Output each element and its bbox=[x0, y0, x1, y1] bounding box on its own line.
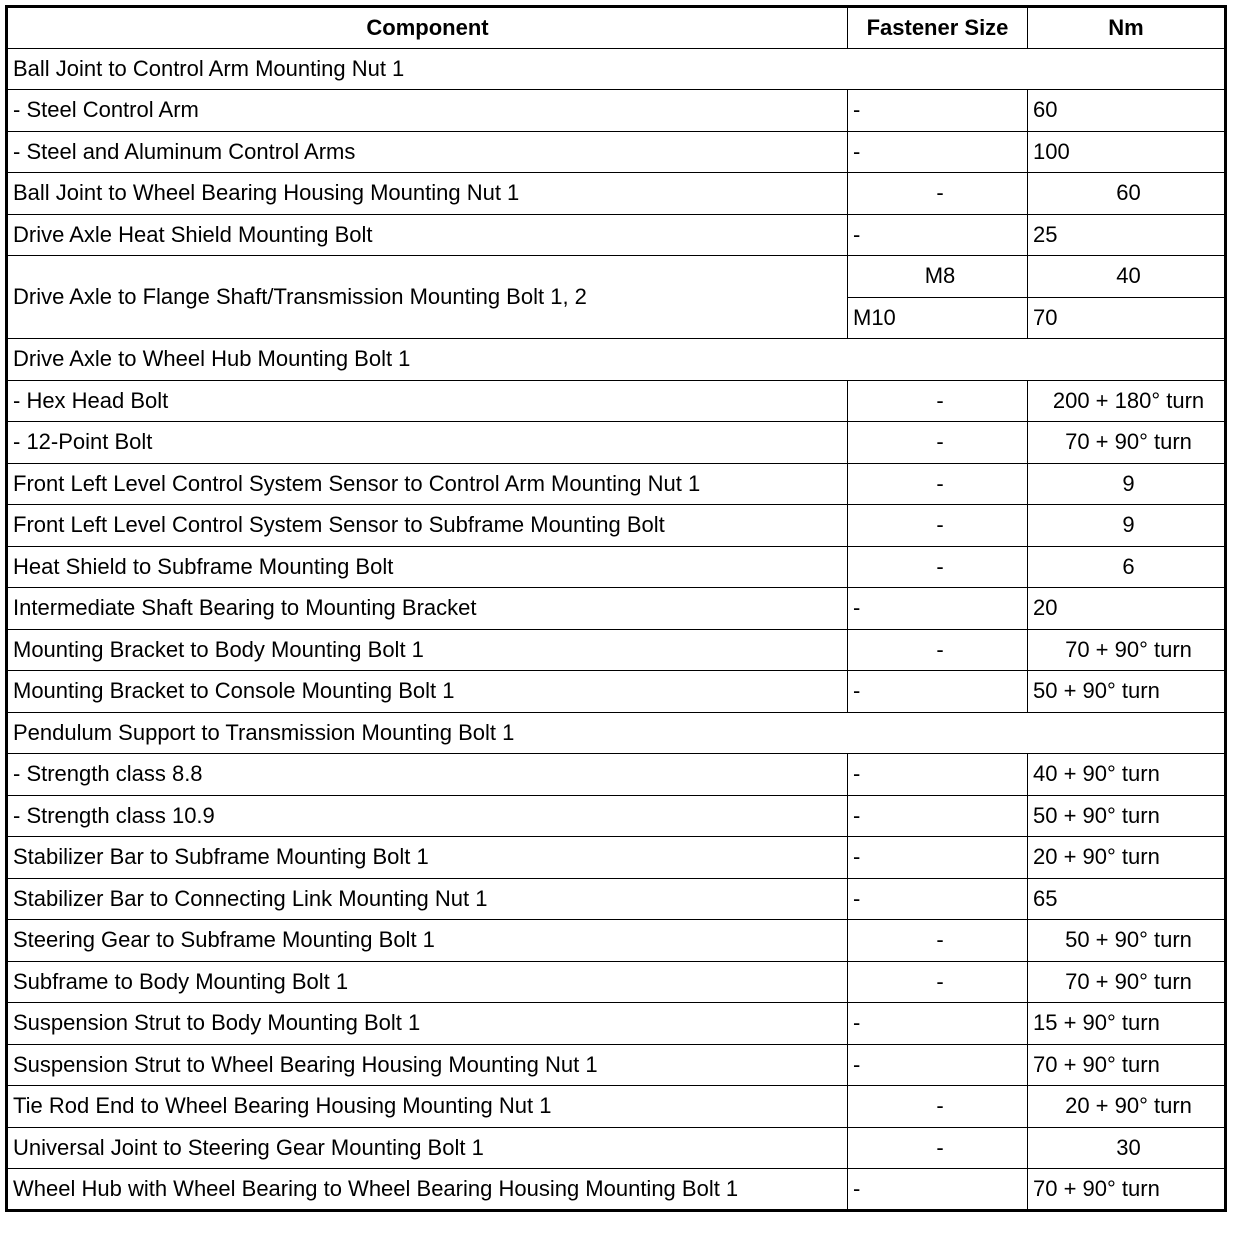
table-row bbox=[7, 214, 1226, 256]
group-label: Ball Joint to Control Arm Mounting Nut 1 bbox=[7, 48, 1226, 90]
fastener-size-cell: - bbox=[848, 878, 1028, 920]
fastener-size-cell: - bbox=[848, 505, 1028, 547]
table-row bbox=[7, 173, 1226, 215]
torque-cell: 70 + 90° turn bbox=[1028, 961, 1226, 1003]
torque-cell: 100 bbox=[1028, 131, 1226, 173]
component-cell: Subframe to Body Mounting Bolt 1 bbox=[7, 961, 848, 1003]
torque-cell: 70 + 90° turn bbox=[1028, 1169, 1226, 1211]
table-row bbox=[7, 546, 1226, 588]
table-row bbox=[7, 754, 1226, 796]
component-cell: Front Left Level Control System Sensor to Subframe Mounting Bolt bbox=[7, 505, 848, 547]
component-cell: - 12-Point Bolt bbox=[7, 422, 848, 464]
table-row bbox=[7, 961, 1226, 1003]
torque-cell: 9 bbox=[1028, 463, 1226, 505]
fastener-size-cell: - bbox=[848, 671, 1028, 713]
group-label: Drive Axle to Wheel Hub Mounting Bolt 1 bbox=[7, 339, 1226, 381]
torque-cell: 30 bbox=[1028, 1127, 1226, 1169]
component-cell: Steering Gear to Subframe Mounting Bolt 1 bbox=[7, 920, 848, 962]
table-row bbox=[7, 505, 1226, 547]
torque-cell: 40 + 90° turn bbox=[1028, 754, 1226, 796]
table-row-group bbox=[7, 339, 1226, 381]
component-cell: Universal Joint to Steering Gear Mounting Bolt 1 bbox=[7, 1127, 848, 1169]
component-cell: Suspension Strut to Wheel Bearing Housing Mounting Nut 1 bbox=[7, 1044, 848, 1086]
torque-cell: 40 bbox=[1028, 256, 1226, 298]
header-row bbox=[7, 7, 1226, 49]
table-row bbox=[7, 1003, 1226, 1045]
torque-cell: 200 + 180° turn bbox=[1028, 380, 1226, 422]
table-row bbox=[7, 131, 1226, 173]
table-row bbox=[7, 629, 1226, 671]
torque-cell: 20 bbox=[1028, 588, 1226, 630]
table-row bbox=[7, 588, 1226, 630]
torque-cell: 6 bbox=[1028, 546, 1226, 588]
fastener-size-cell: - bbox=[848, 131, 1028, 173]
component-cell: Tie Rod End to Wheel Bearing Housing Mounting Nut 1 bbox=[7, 1086, 848, 1128]
fastener-size-cell: - bbox=[848, 1169, 1028, 1211]
component-cell: Heat Shield to Subframe Mounting Bolt bbox=[7, 546, 848, 588]
table-row bbox=[7, 380, 1226, 422]
table-row bbox=[7, 878, 1226, 920]
torque-cell: 70 + 90° turn bbox=[1028, 1044, 1226, 1086]
table-row bbox=[7, 422, 1226, 464]
fastener-size-cell: M8 bbox=[848, 256, 1028, 298]
component-cell: Intermediate Shaft Bearing to Mounting Bracket bbox=[7, 588, 848, 630]
fastener-size-cell: - bbox=[848, 1086, 1028, 1128]
torque-cell: 25 bbox=[1028, 214, 1226, 256]
fastener-size-cell: - bbox=[848, 1127, 1028, 1169]
component-cell: Stabilizer Bar to Subframe Mounting Bolt 1 bbox=[7, 837, 848, 879]
component-cell: Suspension Strut to Body Mounting Bolt 1 bbox=[7, 1003, 848, 1045]
torque-cell: 70 bbox=[1028, 297, 1226, 339]
fastener-size-cell: - bbox=[848, 1044, 1028, 1086]
fastener-size-cell: - bbox=[848, 588, 1028, 630]
column-header-nm: Nm bbox=[1028, 7, 1226, 49]
torque-cell: 50 + 90° turn bbox=[1028, 795, 1226, 837]
fastener-size-cell: - bbox=[848, 1003, 1028, 1045]
column-header-component: Component bbox=[7, 7, 848, 49]
fastener-size-cell: - bbox=[848, 961, 1028, 1003]
component-cell: Mounting Bracket to Body Mounting Bolt 1 bbox=[7, 629, 848, 671]
torque-cell: 60 bbox=[1028, 173, 1226, 215]
component-cell: Front Left Level Control System Sensor to Control Arm Mounting Nut 1 bbox=[7, 463, 848, 505]
torque-cell: 20 + 90° turn bbox=[1028, 837, 1226, 879]
fastener-size-cell: - bbox=[848, 837, 1028, 879]
torque-cell: 50 + 90° turn bbox=[1028, 920, 1226, 962]
group-label: Pendulum Support to Transmission Mounting Bolt 1 bbox=[7, 712, 1226, 754]
column-header-fastener-size: Fastener Size bbox=[848, 7, 1028, 49]
table-row bbox=[7, 671, 1226, 713]
fastener-size-cell: - bbox=[848, 754, 1028, 796]
fastener-size-cell: - bbox=[848, 546, 1028, 588]
table-row bbox=[7, 795, 1226, 837]
table-row bbox=[7, 837, 1226, 879]
table-row bbox=[7, 256, 1226, 298]
component-cell: Drive Axle Heat Shield Mounting Bolt bbox=[7, 214, 848, 256]
table-row-group bbox=[7, 712, 1226, 754]
torque-cell: 60 bbox=[1028, 90, 1226, 132]
component-cell: - Hex Head Bolt bbox=[7, 380, 848, 422]
table-row bbox=[7, 90, 1226, 132]
fastener-size-cell: - bbox=[848, 90, 1028, 132]
fastener-size-cell: - bbox=[848, 920, 1028, 962]
torque-cell: 50 + 90° turn bbox=[1028, 671, 1226, 713]
torque-cell: 15 + 90° turn bbox=[1028, 1003, 1226, 1045]
table-row bbox=[7, 920, 1226, 962]
table-row-group bbox=[7, 48, 1226, 90]
torque-cell: 65 bbox=[1028, 878, 1226, 920]
component-cell: - Steel and Aluminum Control Arms bbox=[7, 131, 848, 173]
component-cell: - Steel Control Arm bbox=[7, 90, 848, 132]
fastener-size-cell: - bbox=[848, 463, 1028, 505]
component-cell: - Strength class 8.8 bbox=[7, 754, 848, 796]
fastener-size-cell: - bbox=[848, 173, 1028, 215]
component-cell: Mounting Bracket to Console Mounting Bolt 1 bbox=[7, 671, 848, 713]
fastener-size-cell: - bbox=[848, 795, 1028, 837]
torque-spec-table bbox=[5, 5, 1227, 1212]
fastener-size-cell: - bbox=[848, 422, 1028, 464]
torque-cell: 70 + 90° turn bbox=[1028, 422, 1226, 464]
table-row bbox=[7, 1086, 1226, 1128]
table-row bbox=[7, 1127, 1226, 1169]
torque-cell: 20 + 90° turn bbox=[1028, 1086, 1226, 1128]
torque-cell: 9 bbox=[1028, 505, 1226, 547]
component-cell: Wheel Hub with Wheel Bearing to Wheel Bearing Housing Mounting Bolt 1 bbox=[7, 1169, 848, 1211]
component-cell: - Strength class 10.9 bbox=[7, 795, 848, 837]
table-row bbox=[7, 463, 1226, 505]
component-cell: Stabilizer Bar to Connecting Link Mounting Nut 1 bbox=[7, 878, 848, 920]
fastener-size-cell: - bbox=[848, 629, 1028, 671]
component-cell: Drive Axle to Flange Shaft/Transmission Mounting Bolt 1, 2 bbox=[7, 256, 848, 339]
fastener-size-cell: M10 bbox=[848, 297, 1028, 339]
table-row bbox=[7, 1169, 1226, 1211]
fastener-size-cell: - bbox=[848, 380, 1028, 422]
component-cell: Ball Joint to Wheel Bearing Housing Mounting Nut 1 bbox=[7, 173, 848, 215]
fastener-size-cell: - bbox=[848, 214, 1028, 256]
torque-cell: 70 + 90° turn bbox=[1028, 629, 1226, 671]
table-row bbox=[7, 1044, 1226, 1086]
